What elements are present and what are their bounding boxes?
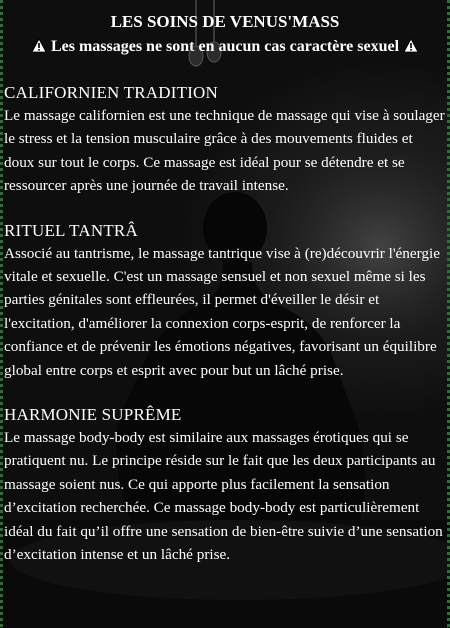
section-description: Le massage californien est une technique de massage qui vise à soulager le stress et la tension musculaire grâce à des mouvements fluides et doux sur tout le corps. Ce massage est idéal pour se détendre et se ressourcer après une journée de travail intense. (4, 107, 445, 195)
section-description: Le massage body-body est similaire aux massages érotiques qui se pratiquent nu. Le principe réside sur le fait que les deux participants au massage soient nus. Ce qui apporte plus facilement la sensation d’excitation recherchée. Ce massage body-body est particulièrement idéal du fait qu’il offre une sensation de bien-être suivie d’une sensation d’excitation intense et un lâché prise. (4, 429, 443, 564)
warning-triangle-icon (403, 38, 419, 60)
page-title: LES SOINS DE VENUS'MASS (110, 12, 340, 31)
left-border-decoration (0, 0, 3, 628)
warning-banner (4, 36, 446, 60)
section-californien (4, 82, 446, 198)
main-content (4, 0, 446, 567)
section-heading: RITUEL TANTRÂ (4, 220, 138, 240)
section-heading: CALIFORNIEN TRADITION (4, 83, 219, 102)
warning-triangle-icon (31, 38, 47, 60)
section-heading: HARMONIE SUPRÊME (4, 405, 182, 425)
section-harmonie-supreme (4, 404, 446, 566)
section-rituel-tantra (4, 220, 446, 382)
section-description: Associé au tantrisme, le massage tantrique vise à (re)découvrir l'énergie vitale et sexuelle. C'est un massage sensuel et non sexuel même si les parties génitales sont effleurées, il permet d'éveiller le désir et l'excitation, d'améliorer la connexion corps-esprit, de renforcer la confiance et de prévenir les émotions négatives, favorisant un équilibre global entre corps et esprit avec pour but un lâché prise. (4, 244, 440, 379)
warning-text: Les massages ne sont en aucun cas caractère sexuel (50, 38, 400, 55)
